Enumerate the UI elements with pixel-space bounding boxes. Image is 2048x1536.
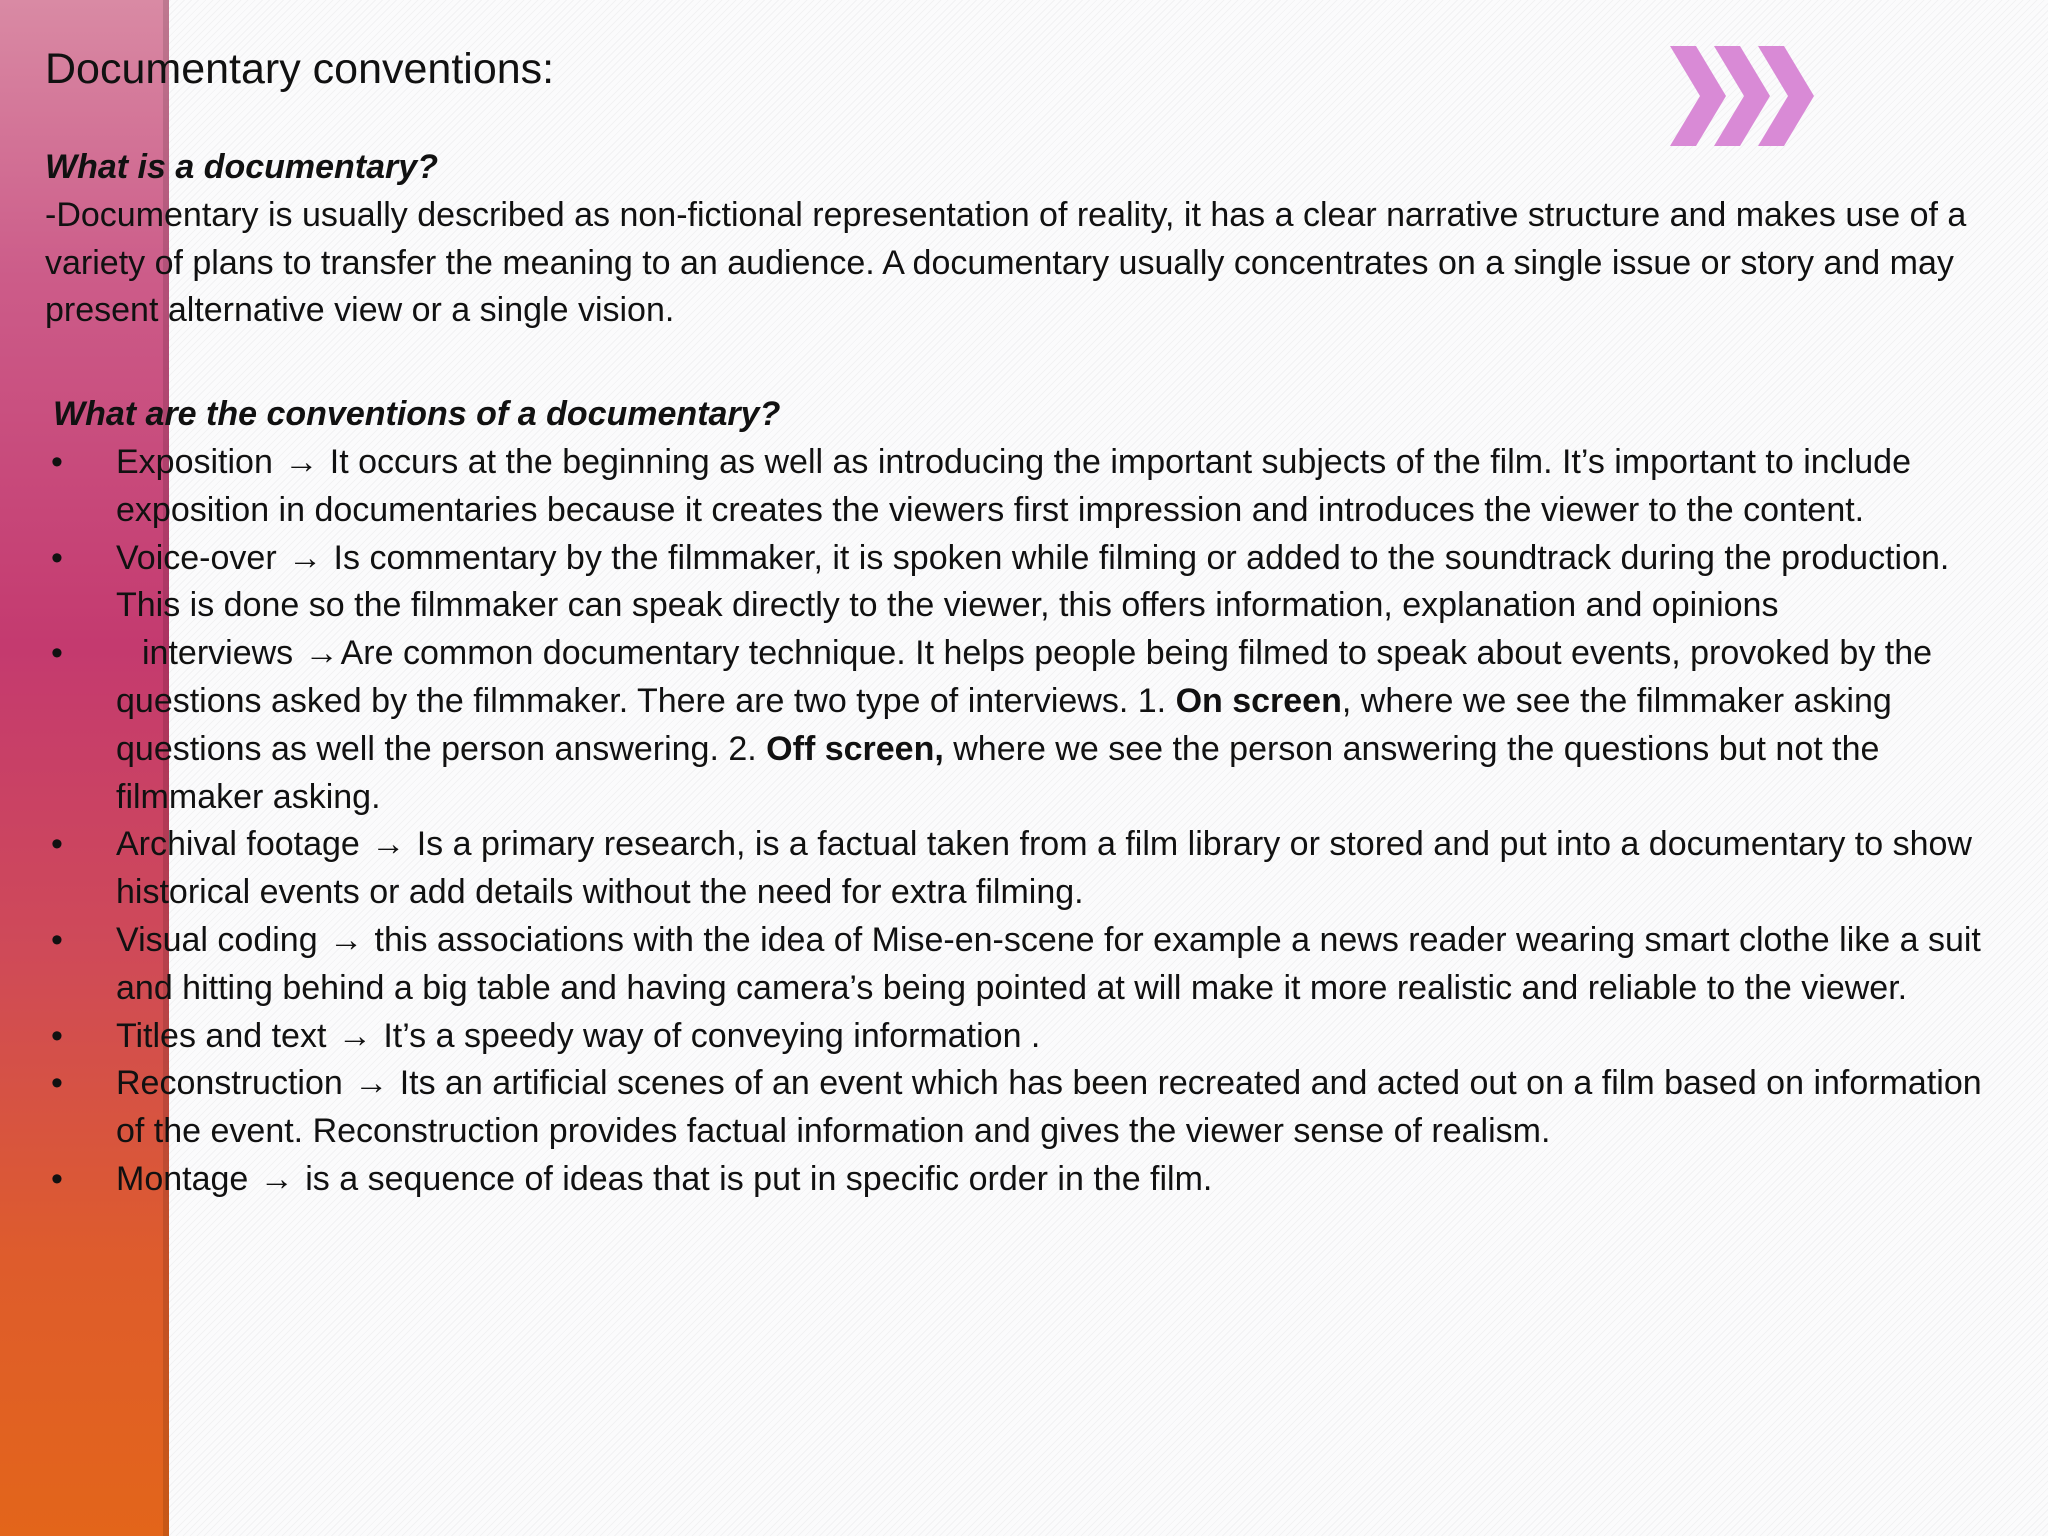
convention-term: Titles and text (116, 1016, 327, 1055)
list-item-archival-footage (45, 821, 2005, 917)
bullet-icon: • (51, 538, 63, 577)
conventions-heading: What are the conventions of a documentary? (53, 395, 781, 434)
list-item-montage (45, 1156, 2005, 1204)
list-item-voice-over (45, 535, 2005, 631)
conventions-list (45, 439, 2005, 1204)
slide-content (45, 40, 2005, 1204)
convention-text: this associations with the idea of Mise-en-scene for example a news reader wearing smart clothe like a suit and hitting behind a big table and having camera’s being pointed at will make it more realistic and reliable to the viewer. (116, 920, 1981, 1007)
convention-term: Visual coding (116, 920, 318, 959)
convention-term: Voice-over (116, 538, 277, 577)
convention-term: Archival footage (116, 825, 360, 864)
bullet-icon: • (51, 442, 63, 481)
arrow-right-icon: → (371, 825, 406, 864)
convention-text: It’s a speedy way of conveying information . (383, 1016, 1041, 1055)
convention-text: Is commentary by the filmmaker, it is spoken while filming or added to the soundtrack during the production. This is done so the filmmaker can speak directly to the viewer, this offers information, explanation and opinions (116, 538, 1950, 625)
list-item-visual-coding (45, 917, 2005, 1013)
convention-text: Is a primary research, is a factual taken from a film library or stored and put into a documentary to show historical events or add details without the need for extra filming. (116, 825, 1972, 912)
arrow-right-icon: → (329, 920, 364, 959)
convention-term: Exposition (116, 442, 273, 481)
convention-text: Are common documentary technique. It helps people being filmed to speak about events, provoked by the questions asked by the filmmaker. There are two type of interviews. 1. (116, 634, 1933, 720)
arrow-right-icon: → (304, 634, 339, 673)
definition-heading: What is a documentary? (45, 148, 438, 186)
arrow-right-icon: → (259, 1159, 294, 1198)
bullet-icon: • (51, 1159, 63, 1198)
convention-text: It occurs at the beginning as well as introducing the important subjects of the film. It’s important to include exposition in documentaries because it creates the viewers first impression and introduces the viewer to the content. (116, 442, 1911, 529)
list-item-interviews (45, 630, 2005, 821)
convention-term: Reconstruction (116, 1064, 343, 1103)
list-item-exposition (45, 439, 2005, 535)
list-item-titles-and-text (45, 1013, 2005, 1061)
list-item-reconstruction (45, 1060, 2005, 1156)
arrow-right-icon: → (354, 1064, 389, 1103)
convention-term: Montage (116, 1159, 249, 1198)
definition-text: -Documentary is usually described as non-fictional representation of reality, it has a clear narrative structure and makes use of a variety of plans to transfer the meaning to an audience. A documentary usually concentrates on a single issue or story and may present alternative view or a single vision. (45, 195, 1967, 330)
convention-text: , where we see the filmmaker asking questions as well the person answering. 2. (116, 681, 1892, 768)
slide-title: Documentary conventions: (45, 45, 555, 93)
convention-text: is a sequence of ideas that is put in specific order in the film. (305, 1159, 1213, 1198)
convention-term: interviews (142, 634, 294, 673)
bullet-icon: • (51, 920, 63, 959)
arrow-right-icon: → (284, 442, 319, 481)
bullet-icon: • (51, 1016, 63, 1055)
bullet-icon: • (51, 825, 63, 864)
arrow-right-icon: → (337, 1016, 372, 1055)
arrow-right-icon: → (288, 538, 323, 577)
on-screen-term: On screen (1175, 681, 1342, 720)
bullet-icon: • (51, 634, 63, 673)
bullet-icon: • (51, 1064, 63, 1103)
convention-text: Its an artificial scenes of an event which has been recreated and acted out on a film based on information of the event. Reconstruction provides factual information and gives the viewer sense of realism. (116, 1064, 1982, 1151)
convention-text: where we see the person answering the questions but not the filmmaker asking. (116, 729, 1880, 816)
off-screen-term: Off screen, (766, 729, 944, 768)
